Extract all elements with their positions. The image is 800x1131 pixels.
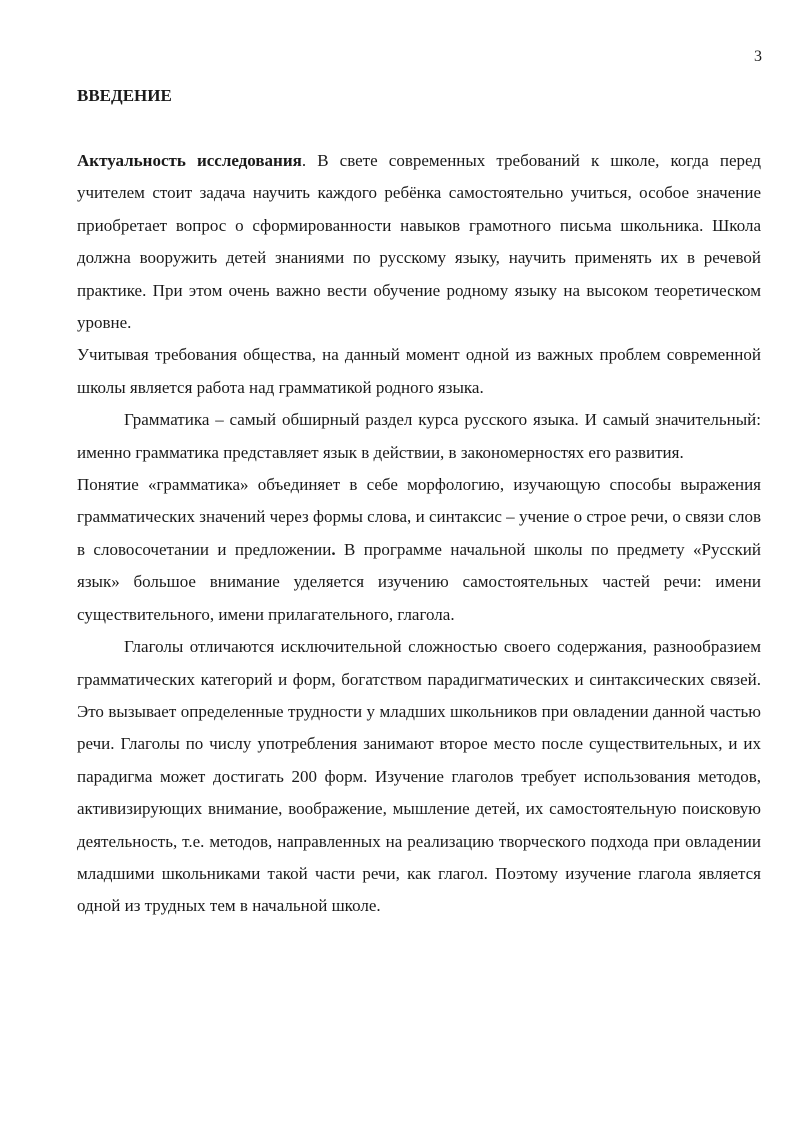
relevance-lead: Актуальность исследования [77, 151, 302, 170]
grammar-concept-bold-dot: . [331, 539, 336, 559]
paragraph-grammar-concept [77, 469, 761, 631]
section-heading: ВВЕДЕНИЕ [77, 86, 172, 105]
relevance-text: . В свете современных требований к школе, когда перед учителем стоит задача научить каждого ребёнка самостоятельно учиться, особое значение приобретает вопрос о сформированности навыков грамотного письма школьника. Школа должна вооружить детей знаниями по русскому языку, научить применять их в речевой практике. При этом очень важно вести обучение родному языку на высоком теоретическом уровне. [77, 151, 761, 333]
body-text [77, 145, 761, 923]
paragraph-grammar: Грамматика – самый обширный раздел курса русского языка. И самый значительный: именно грамматика представляет язык в действии, в закономерностях его развития. [77, 410, 761, 462]
paragraph-society: Учитывая требования общества, на данный момент одной из важных проблем современной школы является работа над грамматикой родного языка. [77, 345, 761, 397]
paragraph-verbs: Глаголы отличаются исключительной сложностью своего содержания, разнообразием грамматических категорий и форм, богатством парадигматических и синтаксических связей. Это вызывает определенные трудности у младших школьников при овладении данной частью речи. Глаголы по числу употребления занимают второе место после существительных, и их парадигма может достигать 200 форм. Изучение глаголов требует использования методов, активизирующих внимание, воображение, мышление детей, их самостоятельную поисковую деятельность, т.е. методов, направленных на реализацию творческого подхода при овладении младшими школьниками такой части речи, как глагол. Поэтому изучение глагола является одной из трудных тем в начальной школе. [77, 637, 761, 916]
grammar-concept-text-b: В программе начальной школы по предмету «Русский язык» большое внимание уделяется изучению самостоятельных частей речи: имени существительного, имени прилагательного, глагола. [77, 539, 762, 624]
paragraph-relevance [77, 145, 761, 339]
grammar-concept-text-a: Понятие «грамматика» объединяет в себе морфологию, изучающую способы выражения грамматических значений через формы слова, и синтаксис – учение о строе речи, о связи слов в словосочетании и предложении [77, 475, 761, 559]
page-number: 3 [754, 48, 762, 65]
